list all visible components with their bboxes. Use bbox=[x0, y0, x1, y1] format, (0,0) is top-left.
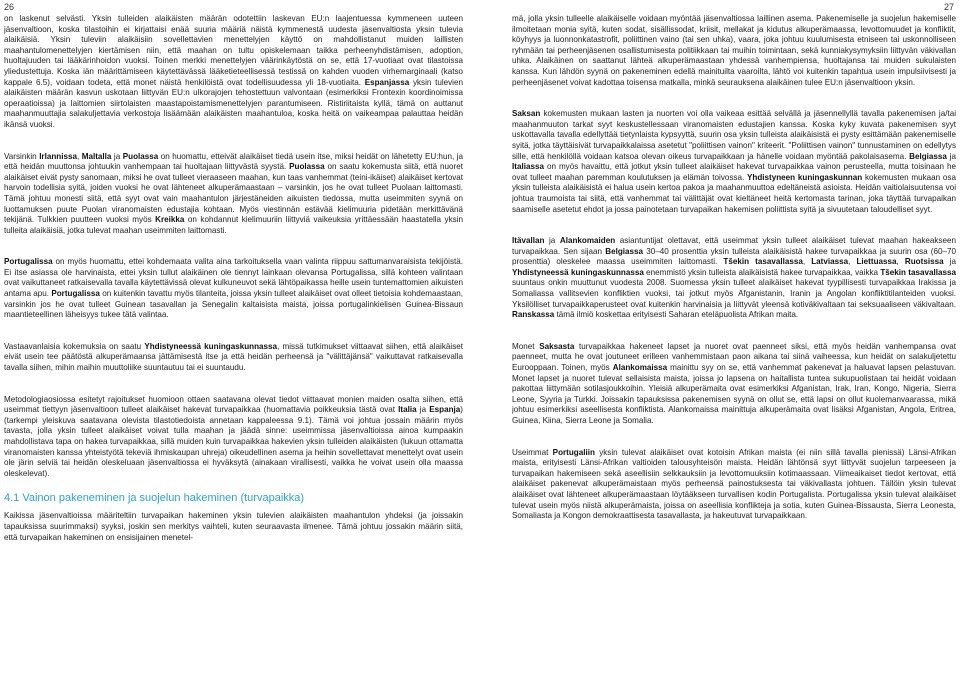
paragraph: on laskenut selvästi. Yksin tulleiden alaikäisten määrän odotettiin laskevan EU:n laajentuessa kymmeneen uuteen jäsenvaltioon, koska tilastoihin ei kirjattaisi enää suuria määriä näistä kymmenestä uudesta jäsenvaltiosta yksin tulevia alaikäisiä. Yksin tuleviin alaikäisiin sovellettavien menettelyjen käyttö on mahdollistanut muiden laillisten maahantulomenettelyjen kiertämisen niin, että maahan on tultu opiskelemaan taikka perheenyhdistämisen, adoption, huoltajuuden tai lääkärinhoidon vuoksi. Toinen merkki menettelyjen väärinkäytöstä on se, että 17-vuotiaat ovat tilastoissa yliedustettuja. Koska iän määrittämiseen käytettävässä lääketieteellisessä testissä on kahden vuoden virhemarginaali (katso kappale 6.5), voidaan todeta, että monet näistä henkilöistä ovat todellisuudessa yli 18-vuotiaita. Espanjassa yksin tulevien alaikäisten määrän kasvun uskotaan liittyvän EU:n ulkorajojen tehostettuun valvontaan (esimerkiksi Frontexin koordinoimissa operaatioissa) ja laittomien siirtolaisten maastapoistamismenettelyjen parantumiseen. Ristiriitaista kyllä, tämä on auttanut maahanmuuttajia salakuljettavia verkostoja lisäämään alaikäisten maahantuloa, koska heitä on vaikeampaa palauttaa heidän ikänsä vuoksi. bbox=[4, 14, 463, 129]
paragraph: Varsinkin Irlannissa, Maltalla ja Puolassa on huomattu, etteivät alaikäiset tiedä usein itse, miksi heidät on lähetetty EU:hun, ja että heidän muuttonsa johtuukin vanhempaan tai huoltajaan liittyvästä syystä. Puolassa on saatu kokemusta siitä, että nuoret alaikäiset eivät pysty sanomaan, miksi he ovat tulleet vieraaseen maahan, kun taas vanhemmat (teini-ikäiset) alaikäiset kertovat harvoin todellisia syitä, joiden vuoksi he ovat lähteneet alkuperämaastaan – varsinkin, jos he ovat tulleet Puolaan laittomasti. Tämä johtuu monesti siitä, että syyt ovat vain maahantulon järjestäneiden aikuisten tiedossa, mutta useimmiten syynä on luottamuksen puute Puolan viranomaisten edustajia kohtaan. Myös viestinnän estävää kielimuuria pidetään merkittävänä tekijänä. Tulkkien puutteen vuoksi myös Kreikka on kohdannut kielimuuriin liittyviä vaikeuksia yrittäessään haastatella yksin tulleita alaikäisiä, jotka tulevat maahan useimmiten laittomasti. bbox=[4, 151, 463, 235]
paragraph: Metodologiaosiossa esitetyt rajoitukset huomioon ottaen saatavana olevat tiedot viittaavat monien maiden osalta siihen, että useimmat tiettyyn jäsenvaltioon tulleet alaikäiset hakevat turvapaikkaa (huomattavia poikkeuksia tästä ovat Italia ja Espanja) (tarkempi yleiskuva saatavana olevista tilastotiedoista annetaan kappaleessa 9.1). Tämä voi johtua jossain määrin myös tavasta, jolla yksin tulleet alaikäiset voivat tulla maahan ja jäädä sinne: useimmissa jäsenvaltioissa ainoa kumpaakin mahdollistava tapa on hakea turvapaikkaa, sillä muiden kuin turvapaikkaa hakevien yksin tulleiden alaikäisten (lukuun ottamatta viranomaisten kanssa yhteistyötä tekeviä ihmiskaupan uhreja) oikeudellinen asema ja heihin sovellettavat menettelyt ovat usein ole järin selviä tai heidän oleskeluaan jäsenvaltiossa ei hyväksytä (ainakaan virallisesti, vaikka he voivat usein olla maassa oleskelevat). bbox=[4, 394, 463, 478]
paragraph: Kaikissa jäsenvaltioissa määriteltiin turvapaikan hakeminen yksin tulevien alaikäisten maahantulon yhdeksi (ja joissakin tapauksissa suurimmaksi) syyksi, joskin sen merkitys vaihteli, kuten seuraavasta ilmenee. Tämä johtuu jossakin määrin siitä, että turvapaikan hakeminen on ensisijainen menetel- bbox=[4, 511, 463, 542]
paragraph: Useimmat Portugaliin yksin tulevat alaikäiset ovat kotoisin Afrikan maista (ei niin sillä tavalla pienissä) Länsi-Afrikan maista, erityisesti Länsi-Afrikan valtioiden talousyhteisön maista. Heidän lähtönsä syyt liittyvät suojelun tarpeeseen ja turvapaikan hakemiseen sekä aseellisiin selkkauksiin ja levottomuuksiin kotimaassaan. Viimeaikaiset tiedot kertovat, että alaikäiset pakenevat alkuperämaistaan myös perheensä painostuksesta tai väkivallasta johtuen. Tällöin yksin tulevat alaikäiset ovat lähteneet alkuperämaastaan löytääkseen turvallisen kodin Portugalista. Portugalissa yksin tulevat alaikäiset tulevat usein myös niistä alkuperämaista, joissa on aseellisia konflikteja ja sotia, kuten Guinea-Bissausta, Sierra Leonesta, Somaliasta ja Kongon demokraattisesta tasavallasta, ja hakeutuvat turvapaikkaan. bbox=[512, 447, 956, 521]
paragraph: Portugalissa on myös huomattu, ettei kohdemaata valita aina tarkoituksella vaan valinta riippuu sattumanvaraisista tekijöistä. Ei itse asiassa ole harvinaista, ettei yksin tullut alaikäinen ole tiennyt lainkaan olevansa Portugalissa, sillä kohteen valintaan ovat vaikuttaneet ratkaisevalla tavalla käytettävissä olevat kulkuneuvot sekä lähtöpaikassa heille usein tuntemattomien aikuisten antama apu. Portugalissa on kuitenkin tavattu myös tilanteita, joissa yksin tulleet alaikäiset ovat olleet tietoisia kohdemaastaan, varsinkin jos he ovat tulleet Guinean tasavallan ja Senegalin kaltaisista maista, joissa portugalinkielisen Guinea-Bissaun maantieteellinen läheisyys tukee tätä valintaa. bbox=[4, 257, 463, 320]
page-number-right: 27 bbox=[943, 2, 954, 12]
right-column bbox=[512, 14, 956, 694]
left-column bbox=[4, 14, 463, 694]
page-number-left: 26 bbox=[4, 2, 15, 12]
paragraph: Saksan kokemusten mukaan lasten ja nuorten voi olla vaikeaa esittää selvällä ja jäsennellyllä tavalla pakenemisen ja/tai maahanmuuton tarkat syyt keskustellessaan viranomaisten edustajien kanssa. Koska kyky kuvata pakenemisen syyt uskottavalla tavalla edellyttää tietynlaista kypsyyttä, suurin osa yksin tulleista alaikäisistä ei pysty esittämään pakenemiselle syitä, jotka täyttäisivät turvapaikkalaissa asetetut "poliittisen vainon" kriteerit. "Poliittisen vainon" tunnustaminen on edellytys sille, että henkilöllä voidaan katsoa olevan oikeus turvapaikkaan ja hänelle voidaan myöntää pakolaisasema. Belgiassa ja Italiassa on myös havaittu, että jotkut yksin tulleet alaikäiset hakevat turvapaikkaa vainon perusteella, mutta toisinaan he ovat tulleet maahan paremman koulutuksen ja elämän toivossa. Yhdistyneen kuningaskunnan kokemusten mukaan osa yksin tulleista alaikäisistä ei halua usein kertoa pakoa ja maahanmuuttoa edeltäneistä asioista. Heidän vaitiolaisuutensa voi johtua traumoista tai siitä, että vanhemmat tai välittäjät ovat kieltäneet heitä kertomasta tarinan, joka täyttää turvapaikan saamiselle asetetut ehdot ja jossa painotetaan turvapaikan hakemisen poliittista syitä ja sivuutetaan taloudelliset syyt. bbox=[512, 109, 956, 214]
section-heading: 4.1 Vainon pakeneminen ja suojelun hakeminen (turvapaikka) bbox=[4, 492, 305, 505]
paragraph: Monet Saksasta turvapaikkaa hakeneet lapset ja nuoret ovat paenneet siksi, että myös heidän vanhempansa ovat paenneet, mutta he ovat joutuneet erilleen vanhemmistaan paon aikana tai siinä vaiheessa, kun heidät on salakuljetettu Eurooppaan. Toinen, myös Alankomaissa mainittu syy on se, että vanhemmat pakenevat ja haluavat lapsen pelastuvan. Monet lapset ja nuoret tulevat sellaisista maista, joissa jo lapsena on haitallista tuntea sukupuolistaan tai heidät voidaan pakottaa liittymään sotilasjoukkoihin. Yleisiä alkuperämaita ovat esimerkiksi Afganistan, Irak, Iran, Kongo, Nigeria, Sierra Leone, Syyria ja Turkki. Joissakin tapauksissa pakenemisen syynä on ollut se, että lapsi on ollut kuolemanvaarassa, mikä johtuu esimerkiksi aseellisesta konfliktista. Alankomaissa mainittuja alkuperämaita ovat lisäksi Afganistan, Angola, Eritrea, Guinea, Kiina, Sierra Leone ja Somalia. bbox=[512, 341, 956, 425]
paragraph: Vastaavanlaisia kokemuksia on saatu Yhdistyneessä kuningaskunnassa, missä tutkimukset viittaavat siihen, että alaikäiset eivät usein tee päätöstä alkuperämaansa jättämisestä itse ja että heidän perheensä ja "välittäjänsä" vaikuttavat ratkaisevalla tavalla siihen, mihin maihin muuttoliike suuntautuu tai ei suuntaudu. bbox=[4, 341, 463, 373]
paragraph: Itävallan ja Alankomaiden asiantuntijat olettavat, että useimmat yksin tulleet alaikäiset tulevat maahan hakeakseen turvapaikkaa. Sen sijaan Belgiassa 30–40 prosenttia yksin tulleista alaikäisistä hakee turvapaikkaa ja suurin osa (60–70 prosenttia) oleskelee maassa useimmiten laittomasti. Tšekin tasavallassa, Latviassa, Liettuassa, Ruotsissa ja Yhdistyneessä kuningaskunnassa enemmistö yksin tulleista alaikäisistä hakee turvapaikkaa, vaikka Tšekin tasavallassa suuntaus onkin muuttunut vuodesta 2008. Suomessa yksin tulleet alaikäiset hakevat tyypillisesti turvapaikkaa Irakissa ja Somaliassa vallitsevien konfliktien vuoksi, tai jotkut myös Afganistanin, Iranin ja Angolan konfliktitilanteiden vuoksi. Yksilölliset turvapaikkaperusteet ovat kuitenkin harvinaisia ja liittyvät yleensä kotiväkivaltaan tai seksuaaliseen väkivaltaan. Ranskassa tämä ilmiö koskettaa erityisesti Saharan eteläpuolista Afrikan maita. bbox=[512, 236, 956, 320]
paragraph: mä, jolla yksin tulleelle alaikäiselle voidaan myöntää jäsenvaltiossa laillinen asema. Pakenemiselle ja suojelun hakemiselle ilmoitetaan monia syitä, kuten sodat, sisällissodat, kriisit, mellakat ja kidutus alkuperämaassa, levottomuudet ja konfliktit, köyhyys ja luonnonkatastrofit, poliittinen vaino (tai sen uhka), vaara, joka johtuu kuulumisesta etniseen tai uskonnolliseen ryhmään tai perheenjäsenen osallistumisesta politiikkaan tai muihin toimintaan, sekä kunniakysymyksiin liittyvän väkivallan uhka. Alaikäinen on saattanut lähteä alkuperämaastaan yhdessä vanhempiensa, huoltajansa tai muiden sukulaisten kanssa. Kun lähdön syynä on pakeneminen edellä mainituilta vaaroilta, lähtö voi kuitenkin tapahtua usein impulsiivisesti ja perheenjäsenet voivat kadottaa toisensa matkalla, minkä seurauksena alaikäinen tulee EU:n jäsenvaltioon yksin. bbox=[512, 14, 956, 87]
